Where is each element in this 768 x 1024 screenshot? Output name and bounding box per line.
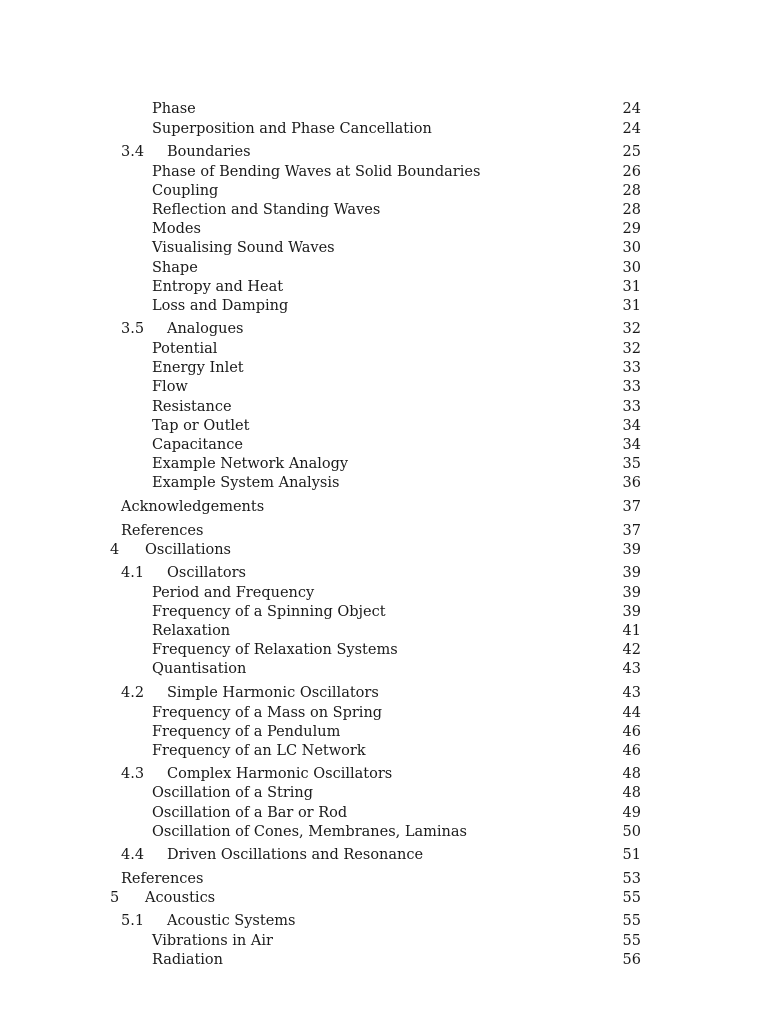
toc-page-number: 35 [622,456,641,472]
toc-page-number: 32 [622,321,641,337]
toc-entry[interactable] [0,888,768,908]
toc-entry[interactable] [0,277,768,297]
toc-page-number: 24 [622,121,641,137]
toc-page-number: 39 [622,565,641,581]
toc-page-number: 48 [622,785,641,801]
toc-page-number: 30 [622,240,641,256]
toc-entry-label: Quantisation [152,661,247,677]
toc-entry-label: Shape [152,260,198,276]
toc-entry[interactable] [0,722,768,742]
toc-entry[interactable] [0,783,768,803]
toc-page-number: 39 [622,542,641,558]
toc-entry[interactable] [0,358,768,378]
toc-entry[interactable] [0,200,768,220]
toc-entry-label: Modes [152,221,201,237]
toc-entry[interactable] [0,521,768,541]
toc-entry-label: Oscillation of Cones, Membranes, Laminas [152,824,467,840]
toc-entry[interactable] [0,181,768,201]
toc-entry[interactable] [0,435,768,455]
toc-section-number: 4.4 [121,847,145,863]
toc-section-number: 3.5 [121,321,145,337]
toc-section-number: 5 [110,890,120,906]
toc-entry-label: Flow [152,379,188,395]
toc-entry[interactable] [0,703,768,723]
toc-page-number: 50 [622,824,641,840]
toc-entry-label: Energy Inlet [152,360,244,376]
toc-page-number: 39 [622,585,641,601]
toc-page-number: 32 [622,341,641,357]
toc-entry-label: Visualising Sound Waves [152,240,335,256]
toc-section-number: 4 [110,542,120,558]
toc-entry-label: Potential [152,341,218,357]
toc-page-number: 34 [622,418,641,434]
toc-entry-label: References [121,871,204,887]
toc-page-number: 31 [622,298,641,314]
toc-entry-label: Frequency of a Mass on Spring [152,705,383,721]
toc-entry[interactable] [0,741,768,761]
toc-page-number: 26 [622,164,641,180]
toc-entry-label: Complex Harmonic Oscillators [167,766,393,782]
toc-page-number: 42 [622,642,641,658]
toc-entry-label: Acoustics [145,890,216,906]
toc-page-number: 46 [622,724,641,740]
toc-page-number: 48 [622,766,641,782]
toc-page-number: 39 [622,604,641,620]
toc-page-number: 24 [622,101,641,117]
toc-entry-label: Frequency of an LC Network [152,743,366,759]
toc-page-number: 46 [622,743,641,759]
toc-entry[interactable] [0,258,768,278]
toc-page-number: 37 [622,499,641,515]
toc-page-number: 37 [622,523,641,539]
toc-entry-label: Example System Analysis [152,475,340,491]
toc-entry-label: Superposition and Phase Cancellation [152,121,432,137]
toc-entry[interactable] [0,583,768,603]
toc-entry-label: Oscillators [167,565,246,581]
toc-page-number: 44 [622,705,641,721]
toc-entry-label: Oscillations [145,542,231,558]
toc-entry[interactable] [0,454,768,474]
toc-section-number: 5.1 [121,913,145,929]
toc-entry-label: Analogues [167,321,244,337]
toc-entry-label: Coupling [152,183,219,199]
toc-page-number: 33 [622,399,641,415]
toc-section-number: 4.3 [121,766,145,782]
toc-entry-label: Oscillation of a Bar or Rod [152,805,348,821]
toc-page-number: 28 [622,202,641,218]
toc-entry-label: Acknowledgements [121,499,265,515]
toc-entry-label: Phase [152,101,196,117]
toc-entry[interactable] [0,219,768,239]
toc-page-number: 49 [622,805,641,821]
toc-page-number: 41 [622,623,641,639]
toc-entry[interactable] [0,162,768,182]
toc-entry[interactable] [0,119,768,139]
toc-entry-label: Reflection and Standing Waves [152,202,381,218]
toc-entry[interactable] [0,319,768,339]
toc-page-number: 55 [622,933,641,949]
toc-entry[interactable] [0,764,768,784]
toc-entry-label: Period and Frequency [152,585,315,601]
toc-entry-label: Phase of Bending Waves at Solid Boundaries [152,164,481,180]
toc-entry[interactable] [0,683,768,703]
toc-entry-label: Frequency of a Spinning Object [152,604,386,620]
toc-entry-label: References [121,523,204,539]
toc-entry[interactable] [0,822,768,842]
toc-section-number: 4.1 [121,565,145,581]
toc-page-number: 28 [622,183,641,199]
toc-entry[interactable] [0,563,768,583]
toc-page-number: 36 [622,475,641,491]
toc-entry-label: Entropy and Heat [152,279,284,295]
toc-entry[interactable] [0,377,768,397]
toc-entry-label: Simple Harmonic Oscillators [167,685,379,701]
toc-entry-label: Example Network Analogy [152,456,349,472]
toc-entry[interactable] [0,659,768,679]
toc-entry[interactable] [0,339,768,359]
toc-entry[interactable] [0,397,768,417]
toc-section-number: 4.2 [121,685,145,701]
toc-entry-label: Frequency of a Pendulum [152,724,341,740]
toc-entry[interactable] [0,99,768,119]
toc-entry-label: Acoustic Systems [167,913,296,929]
toc-page-number: 31 [622,279,641,295]
toc-entry[interactable] [0,911,768,931]
toc-entry-label: Resistance [152,399,232,415]
toc-page-number: 43 [622,685,641,701]
toc-entry[interactable] [0,845,768,865]
toc-entry[interactable] [0,869,768,889]
toc-entry-label: Frequency of Relaxation Systems [152,642,398,658]
toc-entry-label: Boundaries [167,144,251,160]
toc-entry-label: Tap or Outlet [152,418,250,434]
toc-entry[interactable] [0,473,768,493]
toc-entry[interactable] [0,296,768,316]
toc-entry-label: Radiation [152,952,223,968]
toc-entry[interactable] [0,416,768,436]
toc-entry[interactable] [0,803,768,823]
toc-page-number: 55 [622,913,641,929]
toc-entry[interactable] [0,931,768,951]
toc-page-number: 53 [622,871,641,887]
toc-entry[interactable] [0,540,768,560]
toc-entry-label: Vibrations in Air [152,933,273,949]
toc-entry-label: Capacitance [152,437,243,453]
toc-entry[interactable] [0,640,768,660]
toc-page-number: 56 [622,952,641,968]
toc-entry[interactable] [0,621,768,641]
toc-page-number: 51 [622,847,641,863]
toc-entry-label: Relaxation [152,623,231,639]
toc-entry-label: Loss and Damping [152,298,289,314]
toc-entry-label: Driven Oscillations and Resonance [167,847,424,863]
toc-page-number: 25 [622,144,641,160]
toc-page-number: 33 [622,360,641,376]
toc-entry[interactable] [0,950,768,970]
toc-page-number: 30 [622,260,641,276]
toc-entry[interactable] [0,602,768,622]
toc-page-number: 34 [622,437,641,453]
toc-page-number: 33 [622,379,641,395]
toc-entry[interactable] [0,142,768,162]
toc-entry[interactable] [0,497,768,517]
toc-entry-label: Oscillation of a String [152,785,314,801]
toc-page-number: 43 [622,661,641,677]
toc-section-number: 3.4 [121,144,145,160]
toc-page-number: 55 [622,890,641,906]
toc-entry[interactable] [0,238,768,258]
toc-page-number: 29 [622,221,641,237]
